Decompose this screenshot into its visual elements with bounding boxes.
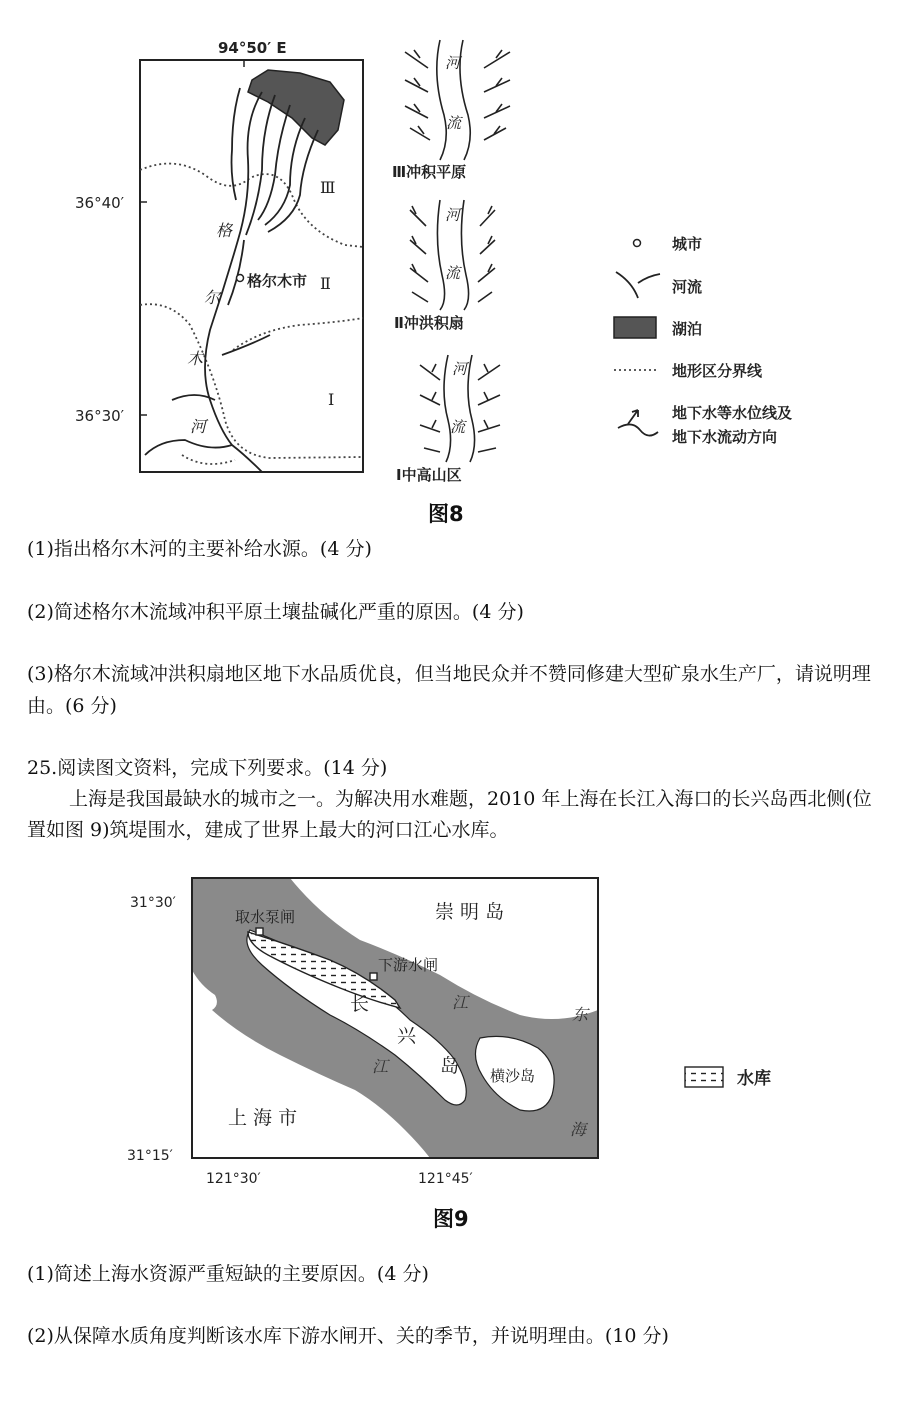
- fig9-lat-top: 31°30′: [130, 895, 176, 911]
- jiang-char-lower: 江: [372, 1057, 389, 1076]
- zone-II-label: Ⅱ: [320, 276, 331, 293]
- q25-part1: (1)简述上海水资源严重短缺的主要原因。(4 分): [27, 1263, 429, 1285]
- sketch-III-river-char-1: 河: [445, 54, 461, 72]
- figure-8: [0, 0, 900, 535]
- sketch-I-river-char-1: 河: [452, 360, 468, 378]
- legend-boundary-label: 地形区分界线: [672, 362, 763, 380]
- legend-groundwater-icon: [618, 410, 658, 436]
- hengsha-label: 横沙岛: [490, 1067, 536, 1085]
- longitude-label: 94°50′ E: [218, 39, 287, 57]
- q25-part2: (2)从保障水质角度判断该水库下游水闸开、关的季节，并说明理由。(10 分): [27, 1325, 669, 1347]
- sketch-II-river-char-2: 流: [445, 264, 461, 282]
- zone-I-label: Ⅰ: [328, 392, 335, 409]
- sketch-III-label: Ⅲ冲积平原: [392, 163, 467, 181]
- river-char-4: 河: [190, 417, 207, 436]
- shanghai-label: 上 海 市: [228, 1107, 298, 1129]
- sketch-II-river-char-1: 河: [445, 206, 461, 224]
- figure-8-caption: 图8: [428, 502, 464, 526]
- changxing-char-2: 兴: [397, 1025, 417, 1047]
- legend-river-label: 河流: [672, 278, 703, 296]
- sketch-I-river-char-2: 流: [450, 418, 466, 436]
- legend-city-icon: [634, 240, 641, 247]
- legend-city-label: 城市: [672, 235, 703, 253]
- figure-9: [0, 860, 900, 1240]
- q24-part1: (1)指出格尔木河的主要补给水源。(4 分): [27, 538, 372, 560]
- changxing-char-1: 长: [350, 993, 370, 1015]
- legend-groundwater-label-2: 地下水流动方向: [672, 428, 778, 446]
- city-label: 格尔木市: [247, 272, 308, 290]
- changxing-char-3: 岛: [440, 1055, 460, 1077]
- downstream-gate-marker: [370, 973, 377, 980]
- sketch-III-river-char-2: 流: [446, 114, 462, 132]
- fig9-lon-right: 121°45′: [418, 1171, 473, 1187]
- fig9-legend-reservoir-label: 水库: [737, 1069, 771, 1089]
- donghai-char-1: 东: [572, 1005, 589, 1024]
- sketch-I-label: Ⅰ中高山区: [396, 466, 462, 484]
- intake-gate-label: 取水泵闸: [235, 908, 296, 926]
- zone-III-label: Ⅲ: [320, 180, 336, 197]
- river-char-1: 格: [216, 221, 233, 240]
- downstream-gate-label: 下游水闸: [378, 956, 439, 974]
- intake-gate-marker: [256, 928, 263, 935]
- city-dot: [237, 275, 244, 282]
- river-char-3: 木: [187, 349, 204, 368]
- chongming-label: 崇 明 岛: [435, 901, 505, 923]
- fig9-legend-reservoir-icon: [685, 1067, 723, 1087]
- donghai-char-2: 海: [570, 1120, 587, 1139]
- legend-lake-icon: [614, 317, 656, 338]
- figure8-legend: [614, 235, 792, 446]
- q24-part2: (2)简述格尔木流域冲积平原土壤盐碱化严重的原因。(4 分): [27, 601, 524, 623]
- jiang-char-upper: 江: [452, 993, 469, 1012]
- fig9-lat-bottom: 31°15′: [127, 1148, 173, 1164]
- q24-part3: (3)格尔木流域冲洪积扇地区地下水品质优良，但当地民众并不赞同修建大型矿泉水生产厂，请说明理由。(6 分): [27, 663, 871, 717]
- fig9-lon-left: 121°30′: [206, 1171, 261, 1187]
- legend-river-icon: [616, 272, 660, 298]
- legend-lake-label: 湖泊: [672, 320, 703, 338]
- sketch-II-label: Ⅱ冲洪积扇: [394, 314, 464, 332]
- q25-intro: 上海是我国最缺水的城市之一。为解决用水难题，2010 年上海在长江入海口的长兴岛西北侧(位置如图 9)筑堤围水，建成了世界上最大的河口江心水库。: [27, 788, 872, 841]
- figure-9-caption: 图9: [433, 1207, 469, 1231]
- river-char-2: 尔: [204, 288, 221, 307]
- latitude-top-label: 36°40′: [75, 194, 125, 212]
- q25-heading: 25.阅读图文资料，完成下列要求。(14 分): [27, 757, 388, 779]
- latitude-bottom-label: 36°30′: [75, 407, 125, 425]
- legend-groundwater-label-1: 地下水等水位线及: [672, 404, 793, 422]
